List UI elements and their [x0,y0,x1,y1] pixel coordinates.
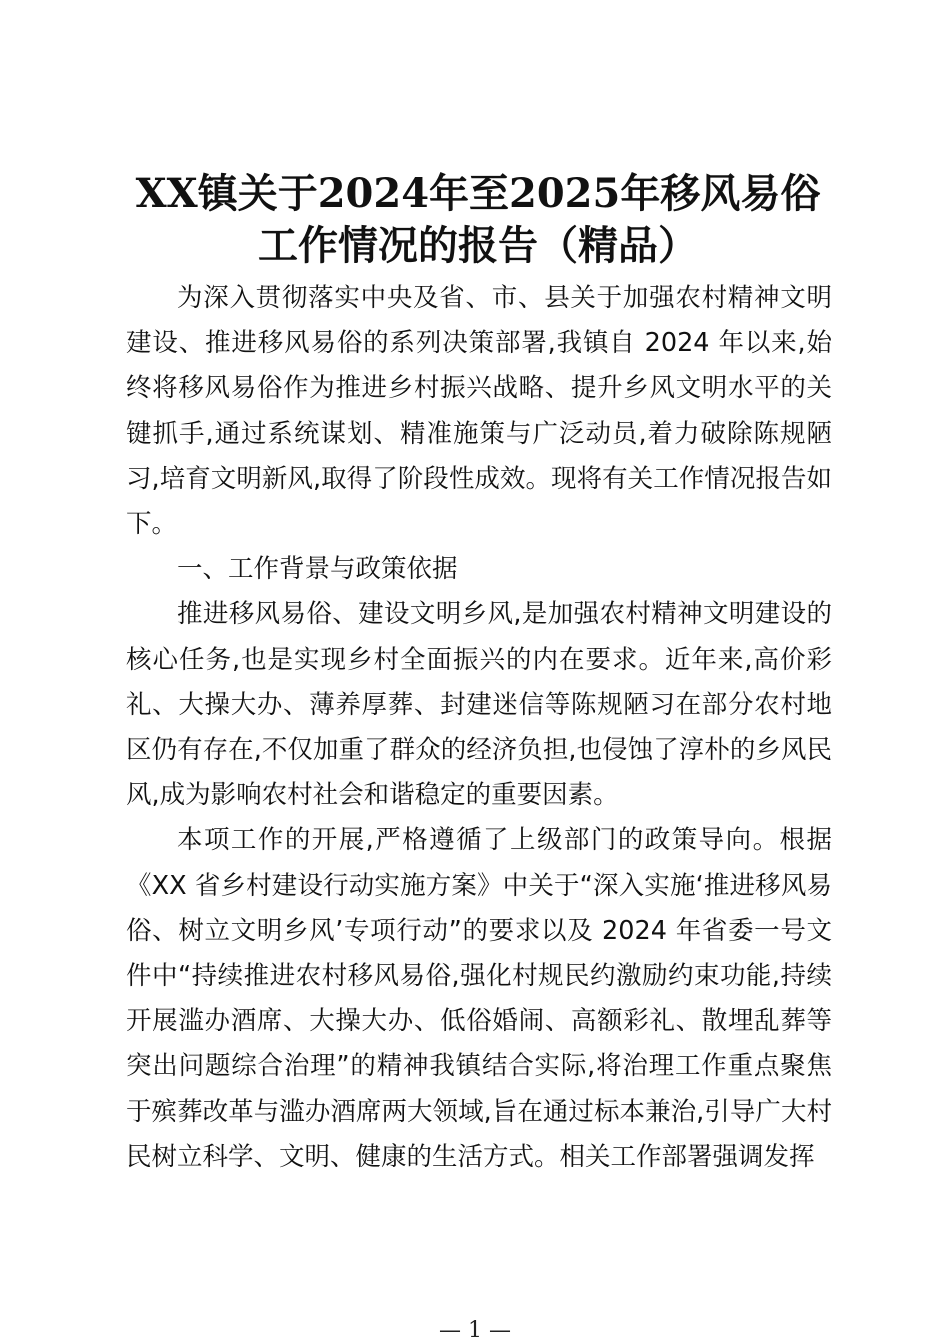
section-heading: 一、工作背景与政策依据 [177,554,458,585]
document-body [126,276,832,1180]
document-title: XX镇关于2024年至2025年移风易俗工作情况的报告（精品） [135,170,821,269]
paragraph-background: 推进移风易俗、建设文明乡风,是加强农村精神文明建设的核心任务,也是实现乡村全面振兴的内在要求。近年来,高价彩礼、大操大办、薄养厚葬、封建迷信等陈规陋习在部分农村地区仍有存在,不仅加重了群众的经济负担,也侵蚀了淳朴的乡风民风,成为影响农村社会和谐稳定的重要因素。 [126,599,832,811]
paragraph-intro: 为深入贯彻落实中央及省、市、县关于加强农村精神文明建设、推进移风易俗的系列决策部署,我镇自 2024 年以来,始终将移风易俗作为推进乡村振兴战略、提升乡风文明水平的关键抓手,通过系统谋划、精准施策与广泛动员,着力破除陈规陋习,培育文明新风,取得了阶段性成效。现将有关工作情况报告如下。 [126,283,832,540]
page-number: — 1 — [439,1318,511,1343]
paragraph-policy: 本项工作的开展,严格遵循了上级部门的政策导向。根据《XX 省乡村建设行动实施方案》中关于“深入实施‘推进移风易俗、树立文明乡风’专项行动”的要求以及 2024 年省委一号文件中“持续推进农村移风易俗,强化村规民约激励约束功能,持续开展滥办酒席、大操大办、低俗婚闹、高额彩礼、散埋乱葬等突出问题综合治理”的精神我镇结合实际,将治理工作重点聚焦于殡葬改革与滥办酒席两大领域,旨在通过标本兼治,引导广大村民树立科学、文明、健康的生活方式。相关工作部署强调发挥 [126,825,832,1172]
